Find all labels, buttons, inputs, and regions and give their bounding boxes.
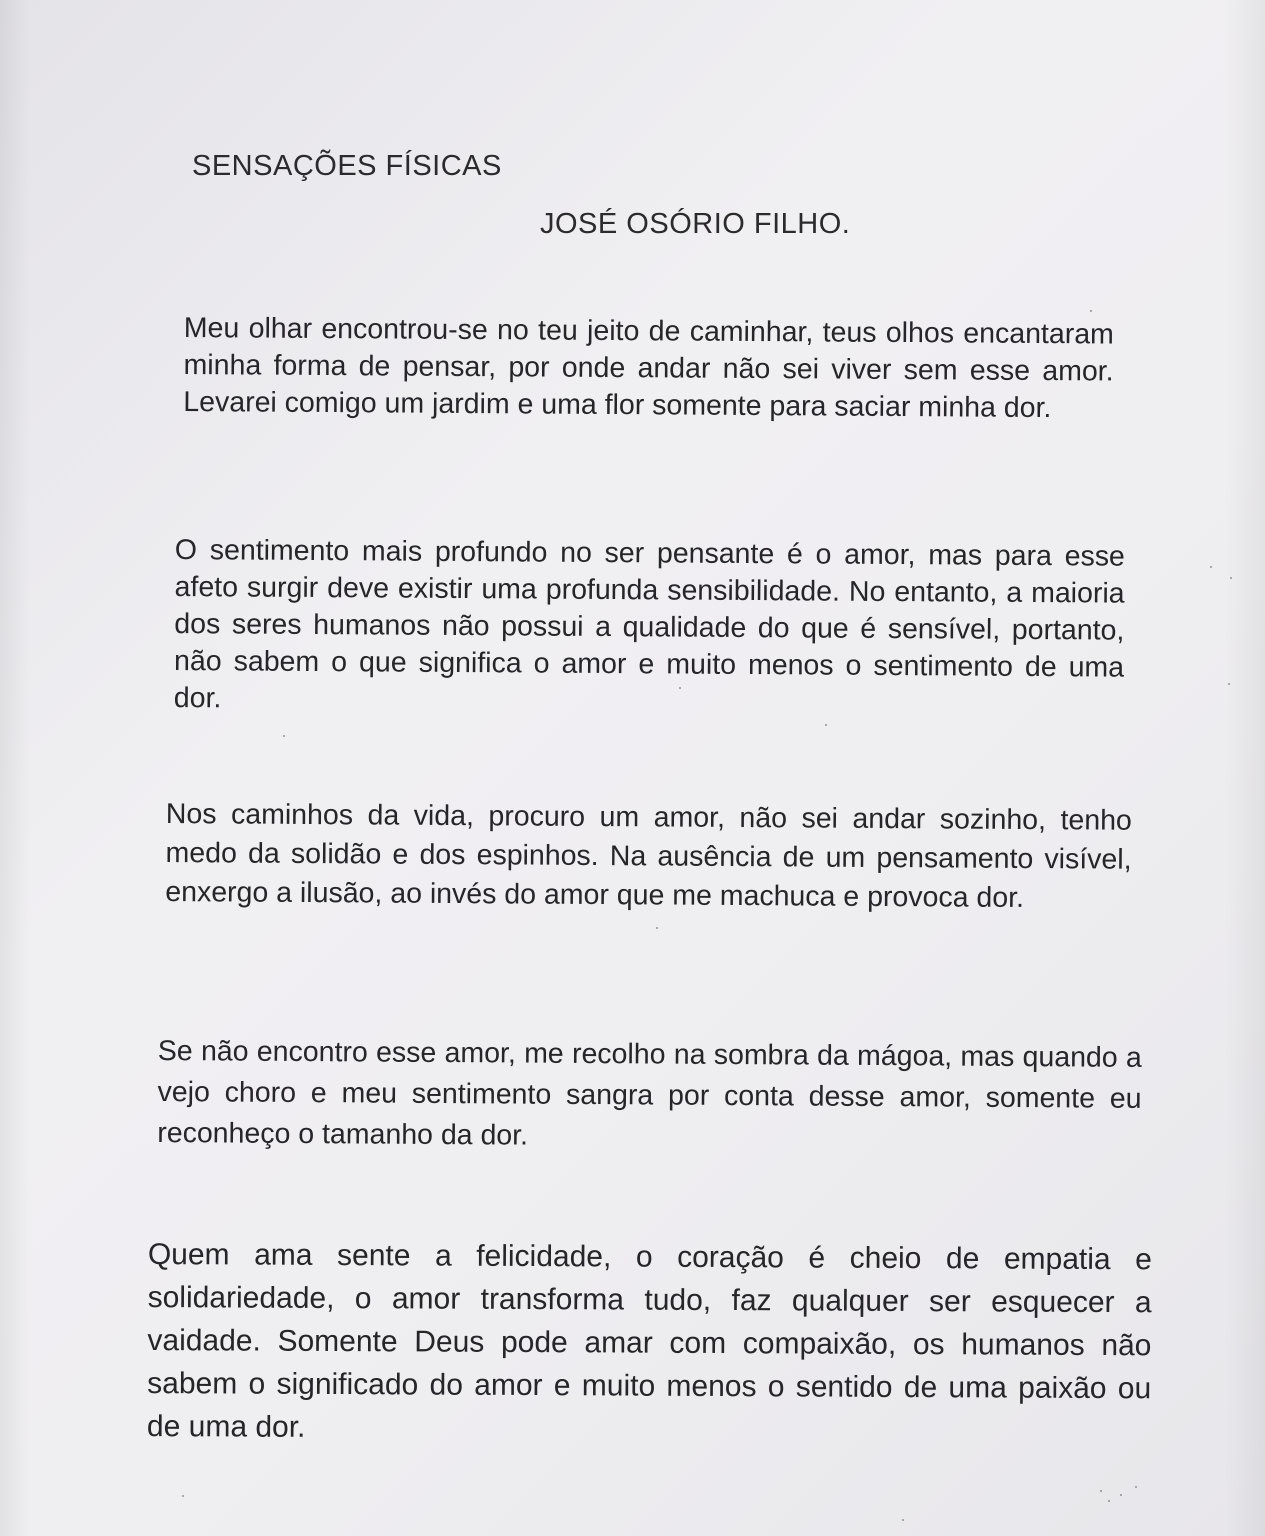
paragraph-3: Nos caminhos da vida, procuro um amor, não sei andar sozinho, tenho medo da solidão e dos espinhos. Na ausência de um pensamento visível, enxergo a ilusão, ao invés do amor que me machuca e provoca dor. (165, 797, 1132, 914)
paper-speck (1108, 1500, 1110, 1502)
paper-speck (182, 1495, 184, 1497)
paper-speck (679, 687, 681, 689)
paper-speck (1120, 1494, 1122, 1496)
paper-speck (825, 724, 827, 726)
paragraph-2: O sentimento mais profundo no ser pensante é o amor, mas para esse afeto surgir deve existir uma profunda sensibilidade. No entanto, a maioria dos seres humanos não possui a qualidade do que é sensível, portanto, não sabem o que significa o amor e muito menos o sentimento de uma dor. (173, 533, 1125, 715)
paragraph-5: Quem ama sente a felicidade, o coração é cheio de empatia e solidariedade, o amor transforma tudo, faz qualquer ser esquecer a vaidade. Somente Deus pode amar com compaixão, os humanos não sabem o significado do amor e muito menos o sentido de uma paixão ou de uma dor. (146, 1237, 1152, 1444)
paper-speck (1230, 577, 1232, 579)
paper-left-shadow (0, 0, 30, 1536)
paragraph-4: Se não encontro esse amor, me recolho na sombra da mágoa, mas quando a vejo choro e meu sentimento sangra por conta desse amor, somente eu reconheço o tamanho da dor. (157, 1034, 1142, 1152)
paper-speck (283, 735, 285, 737)
document-title: SENSAÇÕES FÍSICAS (192, 150, 502, 182)
paper-right-shadow (1225, 0, 1265, 1536)
paper-speck (1210, 566, 1212, 568)
document-author: JOSÉ OSÓRIO FILHO. (540, 208, 851, 240)
paper-speck (656, 927, 658, 929)
paper-speck (902, 1519, 904, 1521)
paragraph-1: Meu olhar encontrou-se no teu jeito de caminhar, teus olhos encantaram minha forma de pensar, por onde andar não sei viver sem esse amor. Levarei comigo um jardim e uma flor somente para saciar minha dor. (183, 311, 1114, 425)
paper-speck (1090, 310, 1092, 312)
paper-speck (1135, 1486, 1137, 1488)
paper-speck (1228, 683, 1230, 685)
paper-speck (1100, 1490, 1102, 1492)
